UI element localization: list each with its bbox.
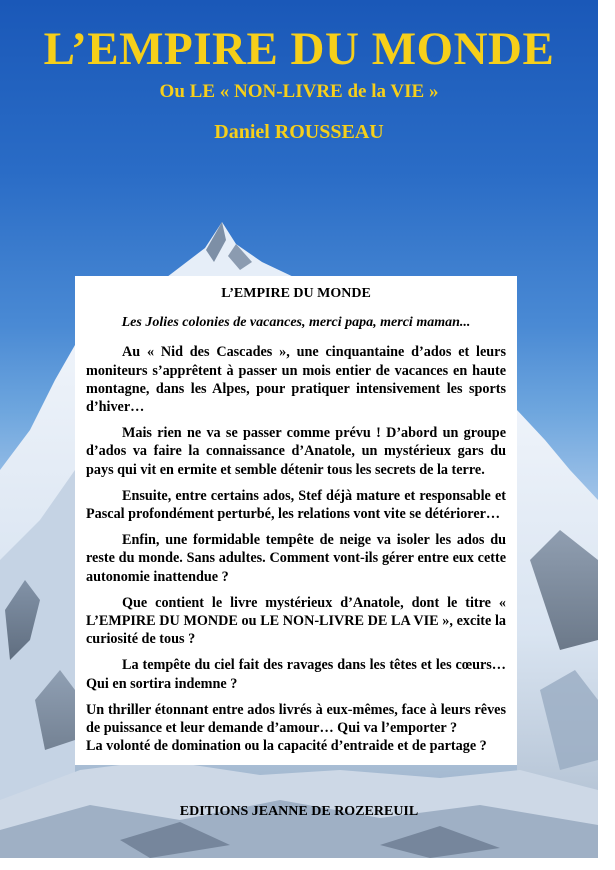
blurb-paragraph: Ensuite, entre certains ados, Stef déjà mature et responsable et Pascal profondément perturbé, les relations vont vite se détériorer…	[86, 487, 506, 523]
book-subtitle: Ou LE « NON-LIVRE de la VIE »	[159, 81, 439, 102]
blurb-paragraph: Que contient le livre mystérieux d’Anatole, dont le titre « L’EMPIRE DU MONDE ou LE NON-LIVRE DE LA VIE », excite la curiosité de tous ?	[86, 594, 506, 648]
book-title: L’EMPIRE DU MONDE	[43, 23, 555, 75]
author-name: Daniel ROUSSEAU	[214, 121, 384, 143]
blurb-paragraph: Enfin, une formidable tempête de neige va isoler les ados du reste du monde. Sans adultes. Comment vont-ils gérer entre eux cette autonomie inattendue ?	[86, 532, 506, 585]
blurb-tagline: Les Jolies colonies de vacances, merci papa, merci maman...	[121, 315, 471, 331]
blurb-paragraph: Au « Nid des Cascades », une cinquantaine d’ados et leurs moniteurs s’apprêtent à passer un mois entier de vacances en haute montagne, dans les Alpes, pour pratiquer intensivement les sports d’hiver…	[86, 344, 506, 416]
blurb-paragraph: Un thriller étonnant entre ados livrés à eux-mêmes, face à leurs rêves de puissance et leur demande d’amour… Qui va l’emporter ?	[86, 701, 506, 737]
blurb-title: L’EMPIRE DU MONDE	[221, 286, 371, 301]
blurb-paragraph: La volonté de domination ou la capacité d’entraide et de partage ?	[86, 738, 487, 755]
blurb-panel	[75, 276, 517, 765]
publisher-name: EDITIONS JEANNE DE ROZEREUIL	[179, 804, 419, 819]
blurb-paragraph: La tempête du ciel fait des ravages dans les têtes et les cœurs… Qui en sortira indemne ?	[86, 657, 506, 692]
blurb-paragraph: Mais rien ne va se passer comme prévu ! D’abord un groupe d’ados va faire la connaissance d’Anatole, un mystérieux gars du pays qui vit en ermite et semble détenir tous les secrets de la terre.	[86, 425, 506, 478]
